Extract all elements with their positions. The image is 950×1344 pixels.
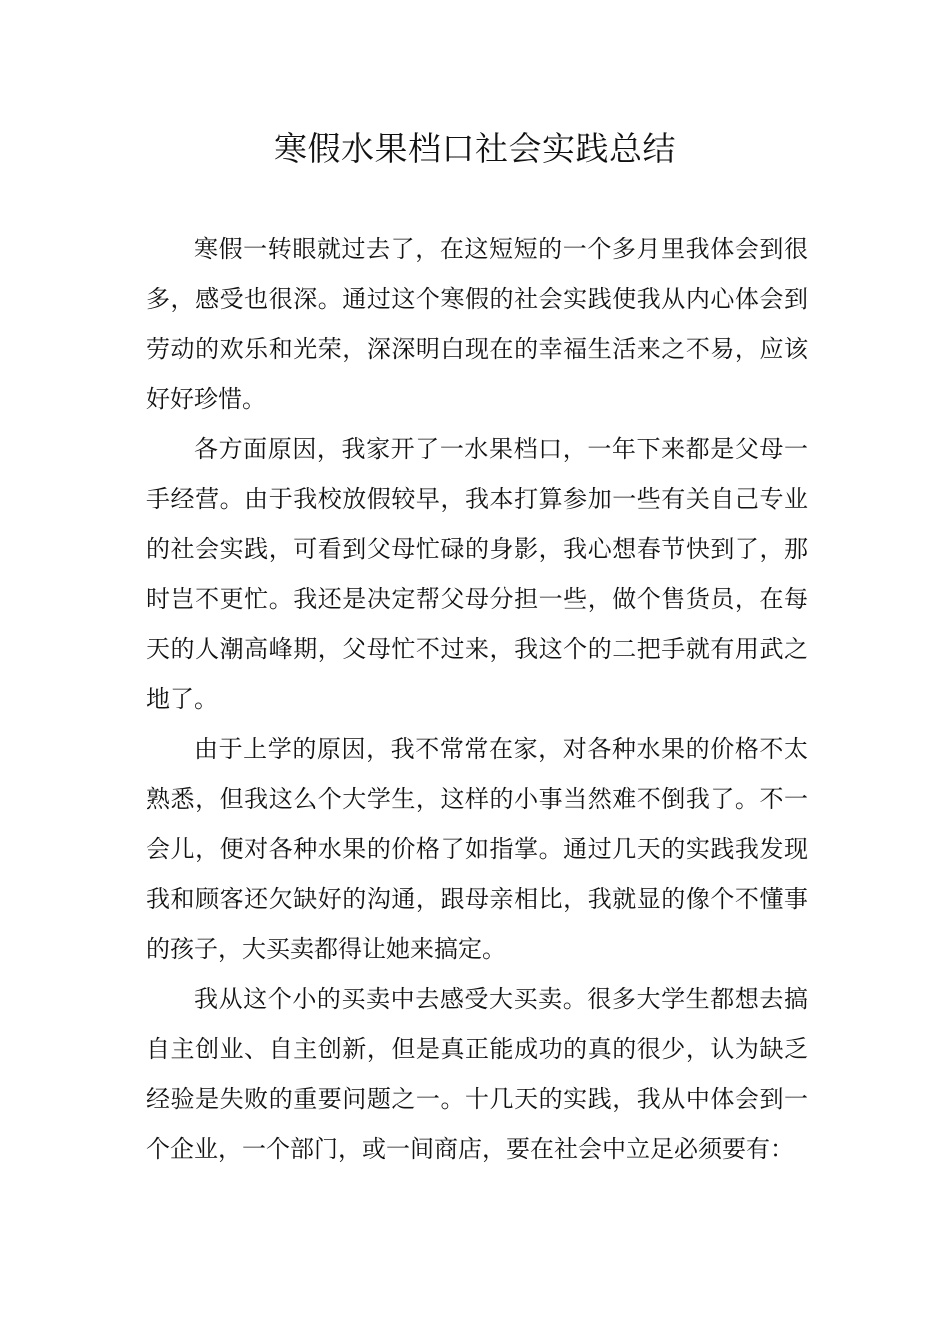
paragraph: 各方面原因，我家开了一水果档口，一年下来都是父母一手经营。由于我校放假较早，我本打算参加一些有关自己专业的社会实践，可看到父母忙碌的身影，我心想春节快到了，那时岂不更忙。我还是决定帮父母分担一些，做个售货员，在每天的人潮高峰期，父母忙不过来，我这个的二把手就有用武之地了。 [146,435,808,713]
document-title: 寒假水果档口社会实践总结 [274,129,676,168]
paragraph: 由于上学的原因，我不常常在家，对各种水果的价格不太熟悉，但我这么个大学生，这样的小事当然难不倒我了。不一会儿，便对各种水果的价格了如指掌。通过几天的实践我发现我和顾客还欠缺好的沟通，跟母亲相比，我就显的像个不懂事的孩子，大买卖都得让她来搞定。 [146,735,808,963]
paragraph: 我从这个小的买卖中去感受大买卖。很多大学生都想去搞自主创业、自主创新，但是真正能成功的真的很少，认为缺乏经验是失败的重要问题之一。十几天的实践，我从中体会到一个企业，一个部门，或一间商店，要在社会中立足必须要有： [146,985,808,1163]
paragraph: 寒假一转眼就过去了，在这短短的一个多月里我体会到很多，感受也很深。通过这个寒假的社会实践使我从内心体会到劳动的欢乐和光荣，深深明白现在的幸福生活来之不易，应该好好珍惜。 [146,235,808,413]
document-body [146,224,808,1174]
